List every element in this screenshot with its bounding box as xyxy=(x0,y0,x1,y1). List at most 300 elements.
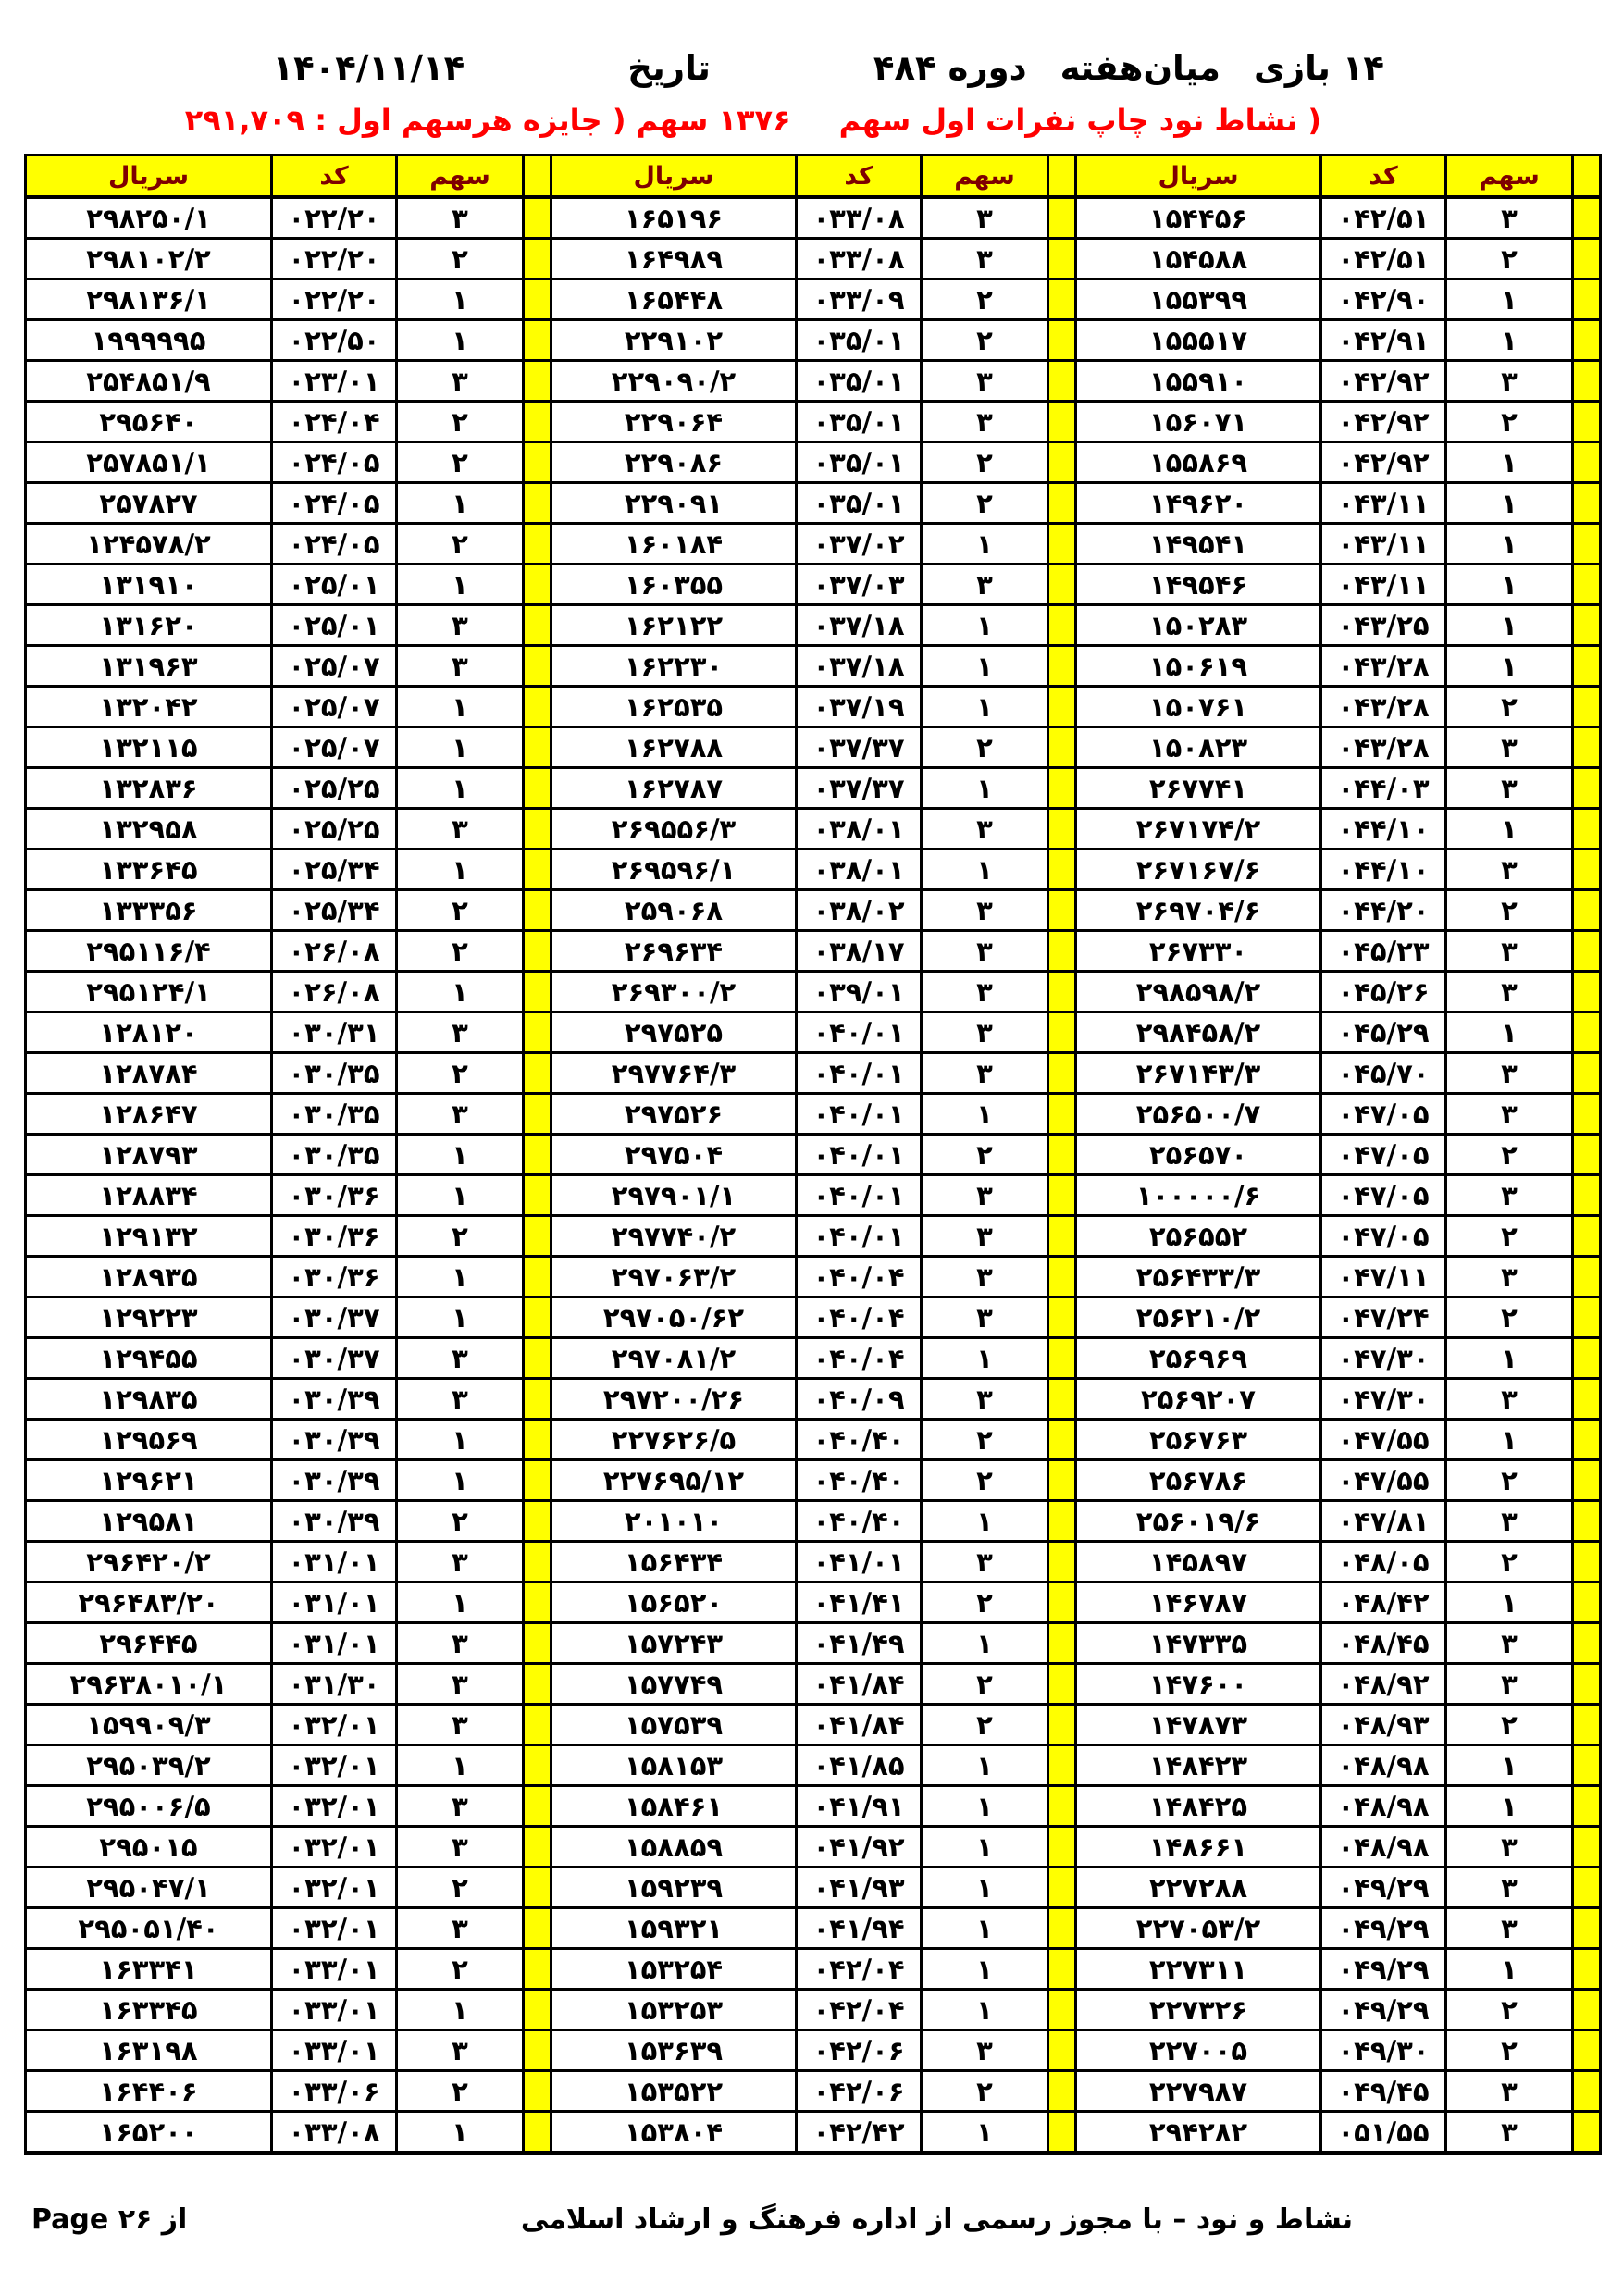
share-cell: ۳ xyxy=(1446,1094,1573,1135)
code-cell: ۰۴۸/۴۵ xyxy=(1321,1623,1446,1664)
share-cell: ۳ xyxy=(922,1542,1048,1582)
code-cell: ۰۴۷/۰۵ xyxy=(1321,1175,1446,1216)
table-row xyxy=(26,279,1601,320)
title-week: میان‌هفته xyxy=(1059,48,1220,88)
code-cell: ۰۴۲/۹۰ xyxy=(1321,279,1446,320)
serial-cell: ۱۵۹۳۲۱ xyxy=(551,1908,797,1949)
code-cell: ۰۴۷/۸۱ xyxy=(1321,1501,1446,1542)
code-cell: ۰۴۸/۴۲ xyxy=(1321,1582,1446,1623)
separator-cell xyxy=(524,1460,551,1501)
serial-cell: ۲۹۵۱۲۴/۱ xyxy=(26,972,272,1012)
share-cell: ۱ xyxy=(397,768,524,809)
serial-cell: ۲۹۵۰۰۶/۵ xyxy=(26,1786,272,1827)
separator-cell xyxy=(1573,727,1601,768)
serial-cell: ۲۹۸۱۳۶/۱ xyxy=(26,279,272,320)
table-row xyxy=(26,1501,1601,1542)
table-row xyxy=(26,1868,1601,1908)
serial-cell: ۱۵۹۲۳۹ xyxy=(551,1868,797,1908)
separator-cell xyxy=(524,1012,551,1053)
code-cell: ۰۳۲/۰۱ xyxy=(272,1908,397,1949)
separator-cell xyxy=(1048,1582,1076,1623)
code-cell: ۰۳۵/۰۱ xyxy=(797,442,922,483)
code-cell: ۰۴۳/۲۵ xyxy=(1321,605,1446,646)
code-cell: ۰۴۰/۴۰ xyxy=(797,1420,922,1460)
serial-cell: ۲۹۷۲۰۰/۲۶ xyxy=(551,1379,797,1420)
code-cell: ۰۴۴/۲۰ xyxy=(1321,890,1446,931)
share-cell: ۳ xyxy=(1446,1379,1573,1420)
share-cell: ۱ xyxy=(397,1745,524,1786)
serial-cell: ۲۵۴۸۵۱/۹ xyxy=(26,361,272,402)
separator-cell xyxy=(524,2030,551,2071)
separator-cell xyxy=(1048,1420,1076,1460)
separator-cell xyxy=(1573,1420,1601,1460)
share-cell: ۱ xyxy=(922,850,1048,890)
separator-cell xyxy=(1048,565,1076,605)
code-cell: ۰۴۷/۲۴ xyxy=(1321,1297,1446,1338)
table-row xyxy=(26,402,1601,442)
serial-cell: ۱۵۸۴۶۱ xyxy=(551,1786,797,1827)
table-row xyxy=(26,1745,1601,1786)
separator-cell xyxy=(1573,483,1601,524)
serial-cell: ۲۹۵۰۳۹/۲ xyxy=(26,1745,272,1786)
serial-cell: ۱۳۳۶۴۵ xyxy=(26,850,272,890)
code-cell: ۰۳۰/۳۹ xyxy=(272,1420,397,1460)
code-cell: ۰۴۳/۱۱ xyxy=(1321,524,1446,565)
table-row xyxy=(26,1012,1601,1053)
serial-cell: ۲۵۶۵۰۰/۷ xyxy=(1076,1094,1321,1135)
code-cell: ۰۴۰/۴۰ xyxy=(797,1501,922,1542)
code-cell: ۰۴۷/۰۵ xyxy=(1321,1135,1446,1175)
share-cell: ۱ xyxy=(922,1094,1048,1135)
code-cell: ۰۴۸/۹۸ xyxy=(1321,1786,1446,1827)
code-cell: ۰۴۵/۲۹ xyxy=(1321,1012,1446,1053)
separator-cell xyxy=(1048,1745,1076,1786)
serial-cell: ۱۲۸۹۳۵ xyxy=(26,1257,272,1297)
separator-cell xyxy=(1048,931,1076,972)
serial-cell: ۲۹۷۵۰۴ xyxy=(551,1135,797,1175)
code-cell: ۰۳۵/۰۱ xyxy=(797,320,922,361)
separator-cell xyxy=(1573,1990,1601,2030)
code-cell: ۰۴۷/۱۱ xyxy=(1321,1257,1446,1297)
code-cell: ۰۴۱/۸۴ xyxy=(797,1664,922,1705)
separator-cell xyxy=(524,931,551,972)
separator-cell xyxy=(1573,442,1601,483)
share-cell: ۱ xyxy=(397,565,524,605)
separator-cell xyxy=(1048,605,1076,646)
separator-cell xyxy=(1048,1705,1076,1745)
separator-cell xyxy=(524,524,551,565)
serial-cell: ۲۵۶۴۳۳/۳ xyxy=(1076,1257,1321,1297)
separator-cell xyxy=(524,1094,551,1135)
column-header-serial: سریال xyxy=(26,155,272,198)
code-cell: ۰۲۵/۳۴ xyxy=(272,890,397,931)
share-cell: ۲ xyxy=(922,1582,1048,1623)
share-cell: ۱ xyxy=(922,687,1048,727)
serial-cell: ۲۹۶۳۸۰۱۰/۱ xyxy=(26,1664,272,1705)
serial-cell: ۱۴۸۴۲۳ xyxy=(1076,1745,1321,1786)
share-cell: ۳ xyxy=(922,931,1048,972)
separator-cell xyxy=(524,1582,551,1623)
code-cell: ۰۴۰/۰۹ xyxy=(797,1379,922,1420)
serial-cell: ۱۳۲۸۳۶ xyxy=(26,768,272,809)
share-cell: ۳ xyxy=(1446,972,1573,1012)
code-cell: ۰۳۰/۳۵ xyxy=(272,1135,397,1175)
share-cell: ۲ xyxy=(397,1053,524,1094)
separator-cell xyxy=(524,1257,551,1297)
code-cell: ۰۳۱/۰۱ xyxy=(272,1582,397,1623)
serial-cell: ۲۵۶۵۵۲ xyxy=(1076,1216,1321,1257)
separator-cell xyxy=(1048,768,1076,809)
serial-cell: ۱۵۳۵۲۲ xyxy=(551,2071,797,2112)
code-cell: ۰۴۴/۰۳ xyxy=(1321,768,1446,809)
share-cell: ۲ xyxy=(1446,1297,1573,1338)
code-cell: ۰۳۷/۰۲ xyxy=(797,524,922,565)
separator-cell xyxy=(524,2071,551,2112)
code-cell: ۰۴۲/۹۲ xyxy=(1321,442,1446,483)
share-cell: ۳ xyxy=(1446,197,1573,239)
separator-cell xyxy=(524,2112,551,2153)
separator-cell xyxy=(1048,197,1076,239)
share-cell: ۱ xyxy=(397,727,524,768)
serial-cell: ۱۶۵۱۹۶ xyxy=(551,197,797,239)
separator-cell xyxy=(1048,1501,1076,1542)
share-cell: ۲ xyxy=(1446,1542,1573,1582)
table-row xyxy=(26,2071,1601,2112)
code-cell: ۰۴۰/۰۱ xyxy=(797,1216,922,1257)
serial-cell: ۲۶۹۵۵۶/۳ xyxy=(551,809,797,850)
code-cell: ۰۲۵/۳۴ xyxy=(272,850,397,890)
separator-cell xyxy=(1048,1623,1076,1664)
share-cell: ۲ xyxy=(922,483,1048,524)
share-cell: ۱ xyxy=(1446,1745,1573,1786)
serial-cell: ۱۵۸۸۵۹ xyxy=(551,1827,797,1868)
separator-cell xyxy=(524,197,551,239)
share-cell: ۲ xyxy=(922,2071,1048,2112)
serial-cell: ۲۹۶۴۲۰/۲ xyxy=(26,1542,272,1582)
code-cell: ۰۴۷/۳۰ xyxy=(1321,1379,1446,1420)
share-cell: ۳ xyxy=(922,402,1048,442)
separator-cell xyxy=(524,1745,551,1786)
code-cell: ۰۴۰/۰۴ xyxy=(797,1297,922,1338)
serial-cell: ۲۶۷۱۶۷/۶ xyxy=(1076,850,1321,890)
separator-cell xyxy=(1573,1460,1601,1501)
share-cell: ۱ xyxy=(922,524,1048,565)
code-cell: ۰۴۱/۴۹ xyxy=(797,1623,922,1664)
serial-cell: ۱۵۳۸۰۴ xyxy=(551,2112,797,2153)
share-cell: ۳ xyxy=(397,1786,524,1827)
share-cell: ۳ xyxy=(922,2030,1048,2071)
code-cell: ۰۳۰/۳۶ xyxy=(272,1175,397,1216)
table-row xyxy=(26,890,1601,931)
serial-cell: ۲۹۷۹۰۱/۱ xyxy=(551,1175,797,1216)
code-cell: ۰۳۲/۰۱ xyxy=(272,1827,397,1868)
share-cell: ۲ xyxy=(1446,890,1573,931)
serial-cell: ۱۴۸۶۶۱ xyxy=(1076,1827,1321,1868)
separator-cell xyxy=(524,1664,551,1705)
share-cell: ۲ xyxy=(397,524,524,565)
separator-cell xyxy=(1573,1623,1601,1664)
table-row xyxy=(26,197,1601,239)
table-row xyxy=(26,1623,1601,1664)
share-cell: ۳ xyxy=(1446,1868,1573,1908)
share-cell: ۳ xyxy=(922,361,1048,402)
share-cell: ۳ xyxy=(922,1175,1048,1216)
share-cell: ۳ xyxy=(1446,1257,1573,1297)
serial-cell: ۱۲۸۶۴۷ xyxy=(26,1094,272,1135)
share-cell: ۱ xyxy=(1446,646,1573,687)
code-cell: ۰۲۵/۰۱ xyxy=(272,605,397,646)
share-cell: ۳ xyxy=(397,605,524,646)
share-cell: ۲ xyxy=(922,1664,1048,1705)
share-cell: ۱ xyxy=(397,2112,524,2153)
code-cell: ۰۳۱/۰۱ xyxy=(272,1542,397,1582)
separator-cell xyxy=(1048,850,1076,890)
separator-cell xyxy=(1573,279,1601,320)
code-cell: ۰۳۸/۰۲ xyxy=(797,890,922,931)
code-cell: ۰۴۰/۰۱ xyxy=(797,1094,922,1135)
code-cell: ۰۳۳/۰۹ xyxy=(797,279,922,320)
code-cell: ۰۴۳/۲۸ xyxy=(1321,727,1446,768)
separator-cell xyxy=(1573,1338,1601,1379)
code-cell: ۰۴۰/۰۱ xyxy=(797,1175,922,1216)
table-row xyxy=(26,524,1601,565)
serial-cell: ۱۲۹۵۶۹ xyxy=(26,1420,272,1460)
share-cell: ۳ xyxy=(397,2030,524,2071)
share-cell: ۳ xyxy=(922,239,1048,279)
serial-cell: ۱۵۶۵۲۰ xyxy=(551,1582,797,1623)
code-cell: ۰۳۳/۰۶ xyxy=(272,2071,397,2112)
separator-cell xyxy=(1573,361,1601,402)
serial-cell: ۲۵۶۷۸۶ xyxy=(1076,1460,1321,1501)
share-cell: ۲ xyxy=(397,442,524,483)
separator-cell xyxy=(1573,1786,1601,1827)
share-cell: ۳ xyxy=(1446,2071,1573,2112)
code-cell: ۰۳۳/۰۸ xyxy=(797,239,922,279)
serial-cell: ۱۶۵۲۰۰ xyxy=(26,2112,272,2153)
separator-cell xyxy=(1048,646,1076,687)
separator-cell xyxy=(524,565,551,605)
share-cell: ۲ xyxy=(922,1460,1048,1501)
separator-cell xyxy=(1048,239,1076,279)
table-row xyxy=(26,1908,1601,1949)
share-cell: ۱ xyxy=(922,1786,1048,1827)
serial-cell: ۱۲۸۷۹۳ xyxy=(26,1135,272,1175)
separator-cell xyxy=(524,442,551,483)
separator-cell xyxy=(1573,1542,1601,1582)
share-cell: ۳ xyxy=(922,1379,1048,1420)
separator-cell xyxy=(524,1501,551,1542)
code-cell: ۰۲۲/۲۰ xyxy=(272,197,397,239)
table-row xyxy=(26,2112,1601,2153)
table-row xyxy=(26,1786,1601,1827)
separator-cell xyxy=(1573,1501,1601,1542)
serial-cell: ۱۵۳۲۵۳ xyxy=(551,1990,797,2030)
serial-cell: ۲۶۷۱۴۳/۳ xyxy=(1076,1053,1321,1094)
separator-cell xyxy=(1573,768,1601,809)
code-cell: ۰۴۲/۵۱ xyxy=(1321,197,1446,239)
column-header-code: کد xyxy=(1321,155,1446,198)
separator-cell xyxy=(524,890,551,931)
share-cell: ۳ xyxy=(397,1623,524,1664)
separator-cell xyxy=(1573,1135,1601,1175)
code-cell: ۰۲۴/۰۵ xyxy=(272,524,397,565)
serial-cell: ۱۲۹۵۸۱ xyxy=(26,1501,272,1542)
share-cell: ۳ xyxy=(397,1379,524,1420)
code-cell: ۰۴۲/۴۲ xyxy=(797,2112,922,2153)
code-cell: ۰۳۷/۰۳ xyxy=(797,565,922,605)
serial-cell: ۲۹۷۰۵۰/۶۲ xyxy=(551,1297,797,1338)
serial-cell: ۱۵۶۴۳۴ xyxy=(551,1542,797,1582)
share-cell: ۳ xyxy=(922,565,1048,605)
code-cell: ۰۳۳/۰۱ xyxy=(272,2030,397,2071)
serial-cell: ۲۶۹۵۹۶/۱ xyxy=(551,850,797,890)
serial-cell: ۲۶۷۳۳۰ xyxy=(1076,931,1321,972)
code-cell: ۰۴۹/۲۹ xyxy=(1321,1908,1446,1949)
separator-cell xyxy=(524,402,551,442)
code-cell: ۰۴۳/۲۸ xyxy=(1321,646,1446,687)
share-cell: ۲ xyxy=(1446,402,1573,442)
serial-cell: ۱۵۳۶۳۹ xyxy=(551,2030,797,2071)
serial-cell: ۲۲۹۰۹۰/۲ xyxy=(551,361,797,402)
separator-cell xyxy=(1048,2112,1076,2153)
separator-cell xyxy=(1048,1297,1076,1338)
separator-cell xyxy=(1573,646,1601,687)
code-cell: ۰۲۵/۰۷ xyxy=(272,646,397,687)
share-cell: ۲ xyxy=(922,320,1048,361)
separator-cell xyxy=(1573,1175,1601,1216)
separator-cell xyxy=(1048,1786,1076,1827)
separator-cell xyxy=(1048,727,1076,768)
code-cell: ۰۴۲/۰۶ xyxy=(797,2071,922,2112)
share-cell: ۱ xyxy=(1446,605,1573,646)
code-cell: ۰۴۵/۲۳ xyxy=(1321,931,1446,972)
separator-cell xyxy=(1573,1745,1601,1786)
separator-cell xyxy=(1573,850,1601,890)
title-round: دوره ۴۸۴ xyxy=(873,48,1027,88)
code-cell: ۰۴۱/۹۱ xyxy=(797,1786,922,1827)
table-row xyxy=(26,1420,1601,1460)
separator-cell xyxy=(1048,1094,1076,1135)
separator-cell xyxy=(524,1297,551,1338)
separator-cell xyxy=(1048,1135,1076,1175)
share-cell: ۱ xyxy=(1446,1582,1573,1623)
share-cell: ۱ xyxy=(397,850,524,890)
separator-cell xyxy=(524,1379,551,1420)
serial-cell: ۱۳۲۹۵۸ xyxy=(26,809,272,850)
column-header-serial: سریال xyxy=(1076,155,1321,198)
share-cell: ۳ xyxy=(1446,727,1573,768)
code-cell: ۰۳۷/۱۸ xyxy=(797,605,922,646)
separator-cell xyxy=(524,1053,551,1094)
serial-cell: ۱۰۰۰۰۰/۶ xyxy=(1076,1175,1321,1216)
table-row xyxy=(26,320,1601,361)
column-header-code: کد xyxy=(272,155,397,198)
code-cell: ۰۲۴/۰۵ xyxy=(272,442,397,483)
code-cell: ۰۴۰/۰۴ xyxy=(797,1338,922,1379)
code-cell: ۰۲۵/۰۷ xyxy=(272,687,397,727)
license-note: نشاط و نود – با مجوز رسمی از اداره فرهنگ و ارشاد اسلامی xyxy=(520,2203,1353,2236)
serial-cell: ۱۶۴۹۸۹ xyxy=(551,239,797,279)
serial-cell: ۱۶۳۳۴۱ xyxy=(26,1949,272,1990)
share-cell: ۲ xyxy=(397,931,524,972)
separator-cell xyxy=(524,809,551,850)
separator-cell xyxy=(524,687,551,727)
code-cell: ۰۴۲/۹۲ xyxy=(1321,361,1446,402)
separator-cell xyxy=(524,646,551,687)
code-cell: ۰۴۷/۵۵ xyxy=(1321,1420,1446,1460)
serial-cell: ۱۵۷۷۴۹ xyxy=(551,1664,797,1705)
separator-cell xyxy=(1573,1582,1601,1623)
separator-cell xyxy=(1048,1908,1076,1949)
serial-cell: ۱۳۱۹۱۰ xyxy=(26,565,272,605)
code-cell: ۰۲۵/۰۱ xyxy=(272,565,397,605)
serial-cell: ۱۲۹۸۳۵ xyxy=(26,1379,272,1420)
serial-cell: ۱۶۰۱۸۴ xyxy=(551,524,797,565)
separator-cell xyxy=(1573,1257,1601,1297)
share-cell: ۳ xyxy=(922,1216,1048,1257)
code-cell: ۰۳۸/۰۱ xyxy=(797,809,922,850)
share-cell: ۳ xyxy=(1446,361,1573,402)
serial-cell: ۱۶۰۳۵۵ xyxy=(551,565,797,605)
share-cell: ۲ xyxy=(922,442,1048,483)
separator-cell xyxy=(1573,605,1601,646)
serial-cell: ۲۹۴۲۸۲ xyxy=(1076,2112,1321,2153)
serial-cell: ۲۵۶۲۱۰/۲ xyxy=(1076,1297,1321,1338)
table-row xyxy=(26,1542,1601,1582)
code-cell: ۰۳۵/۰۱ xyxy=(797,483,922,524)
separator-header xyxy=(1573,155,1601,198)
serial-cell: ۱۴۸۴۲۵ xyxy=(1076,1786,1321,1827)
separator-cell xyxy=(1573,1664,1601,1705)
results-table xyxy=(24,154,1602,2155)
serial-cell: ۲۲۷۶۲۶/۵ xyxy=(551,1420,797,1460)
code-cell: ۰۴۴/۱۰ xyxy=(1321,809,1446,850)
serial-cell: ۲۶۹۶۳۴ xyxy=(551,931,797,972)
serial-cell: ۱۶۵۴۴۸ xyxy=(551,279,797,320)
separator-cell xyxy=(1048,1216,1076,1257)
separator-cell xyxy=(524,1705,551,1745)
table-row xyxy=(26,1664,1601,1705)
code-cell: ۰۲۳/۰۱ xyxy=(272,361,397,402)
serial-cell: ۱۲۹۶۲۱ xyxy=(26,1460,272,1501)
share-cell: ۱ xyxy=(922,768,1048,809)
separator-cell xyxy=(1048,972,1076,1012)
separator-cell xyxy=(1048,2071,1076,2112)
code-cell: ۰۳۷/۳۷ xyxy=(797,768,922,809)
separator-cell xyxy=(1573,197,1601,239)
code-cell: ۰۴۱/۰۱ xyxy=(797,1542,922,1582)
code-cell: ۰۳۱/۳۰ xyxy=(272,1664,397,1705)
share-cell: ۳ xyxy=(1446,1664,1573,1705)
code-cell: ۰۳۰/۳۶ xyxy=(272,1257,397,1297)
serial-cell: ۱۲۹۱۳۲ xyxy=(26,1216,272,1257)
share-cell: ۱ xyxy=(397,279,524,320)
serial-cell: ۲۶۷۷۴۱ xyxy=(1076,768,1321,809)
code-cell: ۰۴۷/۰۵ xyxy=(1321,1216,1446,1257)
separator-cell xyxy=(1048,402,1076,442)
serial-cell: ۲۲۷۶۹۵/۱۲ xyxy=(551,1460,797,1501)
code-cell: ۰۳۰/۳۹ xyxy=(272,1501,397,1542)
share-cell: ۲ xyxy=(1446,2030,1573,2071)
code-cell: ۰۴۸/۰۵ xyxy=(1321,1542,1446,1582)
table-row xyxy=(26,1175,1601,1216)
serial-cell: ۲۹۷۵۲۵ xyxy=(551,1012,797,1053)
serial-cell: ۱۴۹۵۴۱ xyxy=(1076,524,1321,565)
serial-cell: ۱۲۸۸۳۴ xyxy=(26,1175,272,1216)
serial-cell: ۲۹۸۴۵۸/۲ xyxy=(1076,1012,1321,1053)
table-row xyxy=(26,687,1601,727)
serial-cell: ۱۵۹۹۰۹/۳ xyxy=(26,1705,272,1745)
